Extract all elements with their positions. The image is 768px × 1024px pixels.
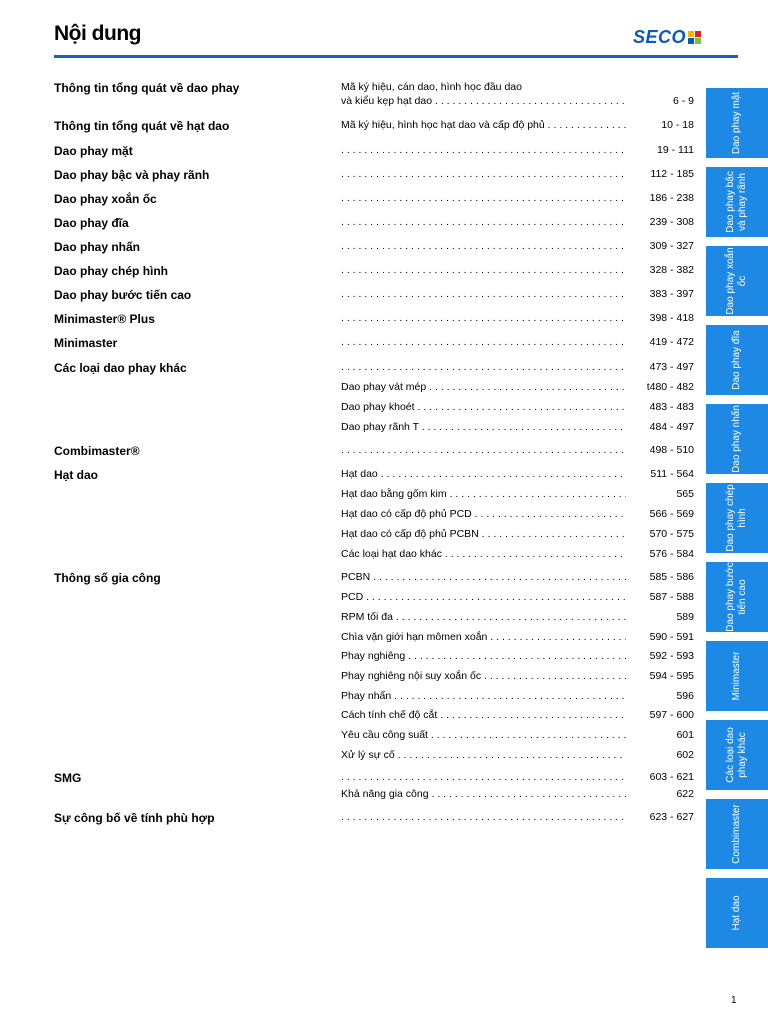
toc-heading: Dao phay bậc và phay rãnh [54,168,210,182]
toc-row [54,444,694,464]
toc-subentry: Phay nhấn . . . [341,690,626,702]
toc-row [54,192,694,212]
toc-pages: 6 - 9 [672,95,694,107]
toc-subentry: Hạt dao . . . [341,468,626,480]
toc-heading: Dao phay mặt [54,144,133,158]
toc-row [54,611,694,631]
toc-heading: Các loại dao phay khác [54,361,187,375]
toc-heading: Hạt dao [54,468,99,482]
side-tab[interactable] [706,641,768,711]
toc-pages: 585 - 586 [649,571,694,583]
toc-subentry [341,444,626,456]
toc-row [54,264,694,284]
toc-subentry: Hạt dao có cấp độ phủ PCBN . . . [341,528,626,540]
toc-pages: 589 [676,611,694,623]
toc-pages: 186 - 238 [649,192,694,204]
toc-heading: Combimaster® [54,444,140,458]
toc-subentry [341,216,626,228]
toc-subentry: Yêu cầu công suất . . . [341,729,626,741]
header-rule [54,55,738,58]
toc-pages: 19 - 111 [657,144,694,156]
toc-heading: Thông tin tổng quát về hạt dao [54,119,230,133]
toc-row [54,749,694,769]
logo-mark-icon [688,31,701,44]
side-tab-label: Dao phay xoắn ốc [725,247,748,315]
toc-heading: Dao phay đĩa [54,216,129,230]
toc-subentry [341,288,626,300]
toc-subentry: Dao phay rãnh T . . . [341,421,626,433]
toc-row [54,361,694,381]
toc-row [54,421,694,441]
toc-pages: 596 [676,690,694,702]
side-tab-label: Dao phay chép hình [725,484,748,552]
toc-row [54,631,694,651]
toc-subentry-line: Mã ký hiệu, cán dao, hình học đầu dao [341,81,522,93]
toc-subentry [341,336,626,348]
side-tab-label: Hạt dao [731,895,742,931]
toc-pages: 587 - 588 [649,591,694,603]
toc-pages: 309 - 327 [649,240,694,252]
toc-row [54,548,694,568]
toc-row [54,709,694,729]
toc-heading: Dao phay bước tiến cao [54,288,192,302]
toc-subentry [341,240,626,252]
side-tab[interactable] [706,88,768,158]
toc-row [54,690,694,710]
side-tab[interactable] [706,562,768,632]
toc-pages: 565 [676,488,694,500]
side-tab-label: Dao phay bậc và phay rãnh [725,171,748,233]
side-tab-label: Dao phay nhấn [731,405,742,473]
toc-pages: 419 - 472 [649,336,694,348]
toc-heading: SMG [54,771,82,785]
toc-subentry: Cách tính chế độ cắt . . . [341,709,626,721]
toc-row [54,144,694,164]
toc-row [54,288,694,308]
toc-subentry [341,168,626,180]
toc-subentry: Mã ký hiệu, hình học hạt dao và cấp độ phủ . . . [341,119,626,131]
toc-row [54,729,694,749]
side-tab-label: Combimaster [731,804,742,864]
toc-row [54,488,694,508]
toc-heading: Minimaster® Plus [54,312,155,326]
side-tab-label: Dao phay đĩa [731,330,742,390]
toc-row [54,670,694,690]
toc-subentry [341,192,626,204]
toc-pages: 623 - 627 [649,811,694,823]
toc-pages: 383 - 397 [649,288,694,300]
toc-row [54,508,694,528]
side-tab[interactable] [706,878,768,948]
side-tab[interactable] [706,325,768,395]
toc-heading: Thông số gia công [54,571,161,585]
toc-row [54,650,694,670]
toc-heading: Thông tin tổng quát về dao phay [54,81,240,95]
side-tab[interactable] [706,483,768,553]
toc-pages: 112 - 185 [650,168,694,180]
toc-pages: 603 - 621 [649,771,694,783]
toc-subentry: Khả năng gia công . . . [341,788,626,800]
toc-subentry [341,811,626,823]
toc-row [54,240,694,260]
toc-subentry [341,312,626,324]
toc-pages: 570 - 575 [649,528,694,540]
toc-pages: 239 - 308 [649,216,694,228]
toc-row [54,788,694,808]
toc-subentry: PCD . . . [341,591,626,603]
toc-row [54,216,694,236]
toc-row [54,591,694,611]
toc-pages: t480 - 482 [646,381,694,393]
toc-pages: 511 - 564 [650,468,694,480]
toc-pages: 328 - 382 [649,264,694,276]
toc-subentry: Dao phay vát mép . . . [341,381,626,393]
seco-logo [633,26,701,48]
toc-heading: Dao phay xoắn ốc [54,192,157,206]
side-tab-label: Dao phay bước tiến cao [725,562,748,632]
toc-pages: 601 [676,729,694,741]
toc-pages: 592 - 593 [649,650,694,662]
toc-pages: 576 - 584 [649,548,694,560]
toc-pages: 498 - 510 [649,444,694,456]
toc-subentry: Hạt dao có cấp độ phủ PCD . . . [341,508,626,520]
logo-text: SECO [633,26,687,47]
toc-row [54,381,694,401]
toc-pages: 398 - 418 [649,312,694,324]
page-number: 1 [731,995,737,1006]
toc-row [54,571,694,591]
toc-heading: Minimaster [54,336,118,350]
toc-subentry: Hạt dao bằng gốm kim . . . [341,488,626,500]
toc-row [54,312,694,332]
toc-heading: Dao phay chép hình [54,264,169,278]
toc-subentry [341,264,626,276]
side-tab[interactable] [706,167,768,237]
side-tab-label: Dao phay mặt [731,91,742,155]
toc-subentry: Phay nghiêng . . . [341,650,626,662]
toc-heading: Dao phay nhấn [54,240,141,254]
side-tab-label: Minimaster [731,651,742,701]
toc-pages: 622 [676,788,694,800]
toc-pages: 484 - 497 [649,421,694,433]
side-tab[interactable] [706,404,768,474]
side-tab-label: Các loại dao phay khác [725,727,748,783]
page-title: Nội dung [54,22,141,45]
toc-subentry: Các loại hạt dao khác . . . [341,548,626,560]
toc-pages: 590 - 591 [649,631,694,643]
toc-pages: 473 - 497 [649,361,694,373]
toc-subentry: và kiểu kẹp hạt dao . . . [341,95,626,107]
toc-row [54,336,694,356]
toc-row [54,811,694,831]
toc-row [54,119,694,139]
toc-pages: 597 - 600 [649,709,694,721]
toc-pages: 483 - 483 [649,401,694,413]
toc-row [54,81,694,115]
toc-pages: 602 [676,749,694,761]
toc-subentry: PCBN . . . [341,571,626,583]
toc-subentry [341,361,626,373]
toc-row [54,528,694,548]
toc-row [54,401,694,421]
toc-pages: 594 - 595 [649,670,694,682]
toc-subentry [341,144,626,156]
side-tab[interactable] [706,799,768,869]
side-tab[interactable] [706,720,768,790]
toc-row [54,168,694,188]
toc-subentry: RPM tối đa . . . [341,611,626,623]
side-tab[interactable] [706,246,768,316]
toc-subentry: Xử lý sự cố . . . [341,749,626,761]
toc-row [54,468,694,488]
toc-subentry [341,771,626,783]
toc-subentry: Chìa vặn giới hạn mômen xoắn . . . [341,631,626,643]
toc-subentry: Dao phay khoét . . . [341,401,626,413]
toc-pages: 10 - 18 [661,119,694,131]
toc-heading: Sự công bố về tính phù hợp [54,811,215,825]
toc-subentry: Phay nghiêng nội suy xoắn ốc . . . [341,670,626,682]
toc-pages: 566 - 569 [649,508,694,520]
